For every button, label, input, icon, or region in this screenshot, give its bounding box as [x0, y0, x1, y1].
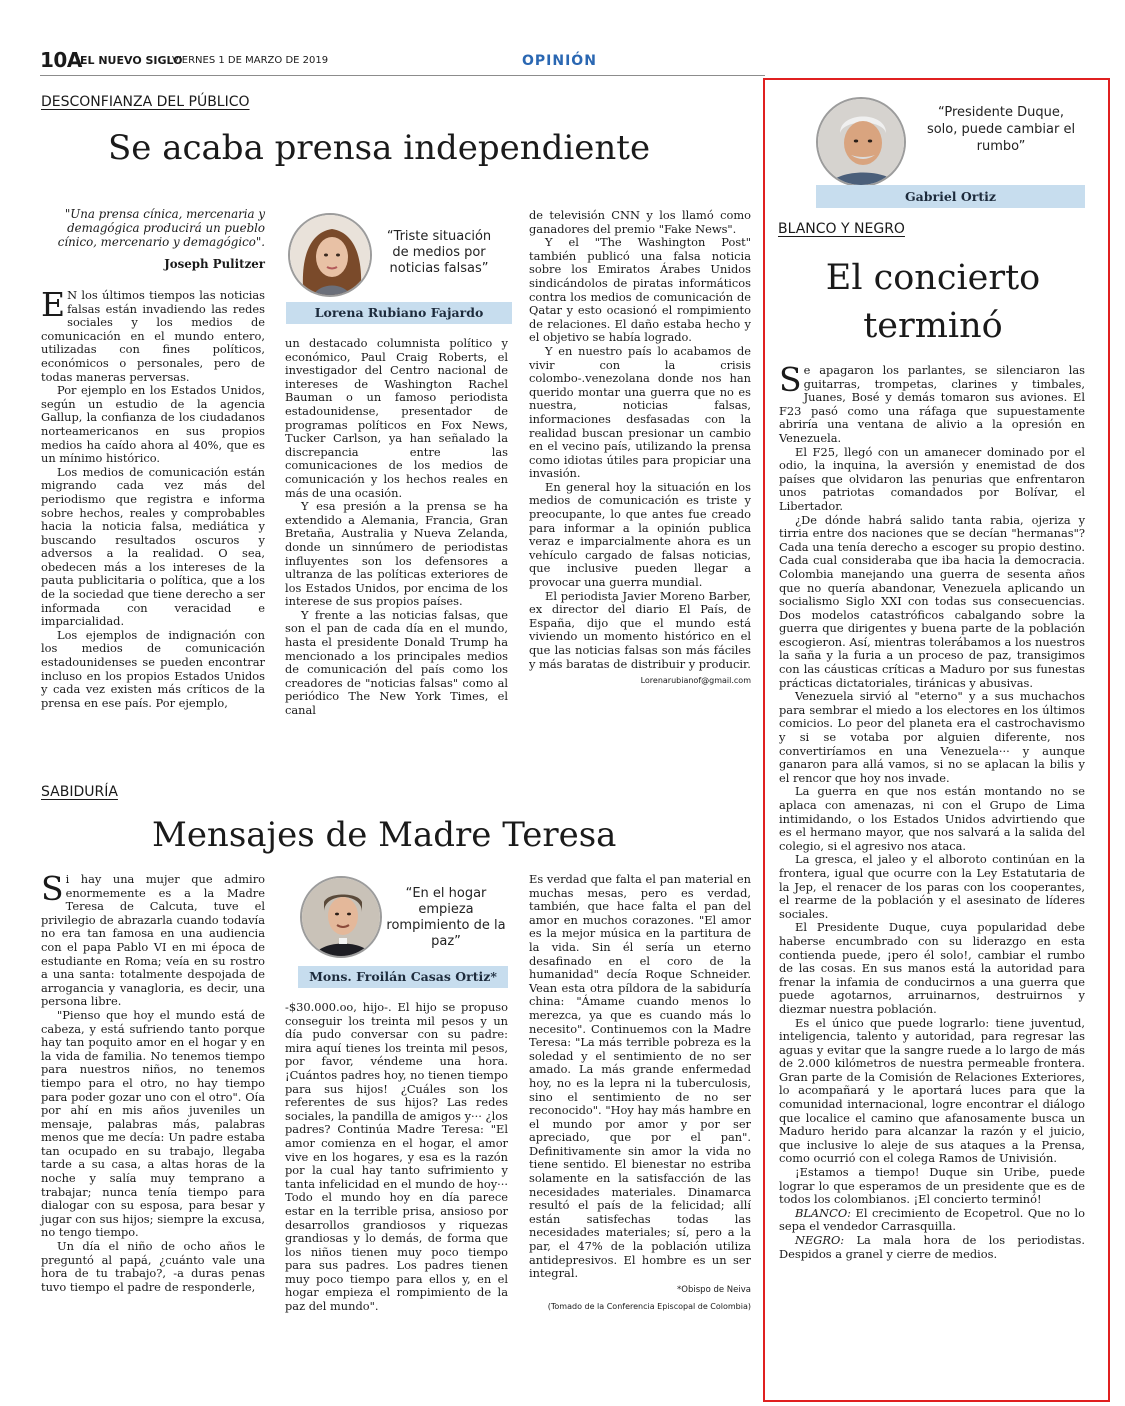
paragraph: e apagaron los parlantes, se silenciaron las guitarras, trompetas, clarines y timbales, Juanes, Bosé y demás tomaron sus aviones. El F23 pasó como una ráfaga que supuestamente abriría una ventana de alivio a la opresión en Venezuela. [779, 363, 1085, 445]
paper-name: EL NUEVO SIGLO [80, 54, 183, 67]
paragraph: Venezuela sirvió al "eterno" y a sus muchachos para sembrar el miedo a los electores en los últimos comicios. Lo peor del planeta era el castrochavismo y si se votaba por alguien diferente, nos convertiríamos en una Venezuela··· y aunque ganaron para allá vamos, si no se aplacan la bilis y el rencor que hoy nos invade. [779, 689, 1085, 785]
paragraph: ¿De dónde habrá salido tanta rabia, ojeriza y tirria entre dos naciones que se decían "hermanas"? Cada una tenía derecho a escoger su propio destino. Cada cual consideraba que iba hacia la democracia. Colombia manejando una guerra de sesenta años que no quería abandonar, Venezuela aplicando un socialismo Siglo XXI con todas sus consecuencias. Dos modelos catastróficos cabalgando sobre la guerra que dirigentes y buena parte de la población escogieron. Así, mientras tolerábamos a los nuestros la saña y la furia a un proceso de paz, transigimos con las cáusticas críticas a Maduro por sus funestas prácticas dictatoriales, tiránicas y abusivas. [779, 512, 1085, 690]
author-email: Lorenarubianof@gmail.com [640, 676, 751, 686]
article3-headline [778, 254, 1088, 350]
masthead [40, 48, 1090, 76]
source-note: (Tomado de la Conferencia Episcopal de Colombia) [547, 1302, 751, 1312]
article3-author-name: Gabriel Ortiz [816, 185, 1085, 208]
blanco-label: BLANCO: [795, 1205, 852, 1220]
paragraph: Y frente a las noticias falsas, que son el pan de cada día en el mundo, hasta el presidente Donald Trump ha mencionado a los principales medios de comunicación del país como los creadores de "noticias falsas" como al periódico The New York Times, el canal [285, 607, 508, 718]
paragraph: El F25, llegó con un amanecer dominado por el odio, la inquina, la aversión y enemistad de dos países que olvidaron las penurias que enfrentaron unos patriotas comandados por Bolívar, el Libertador. [779, 444, 1085, 513]
paragraph: un destacado columnista político y económico, Paul Craig Roberts, el investigador del Centro nacional de intereses de Washington Rachel Bauman o un famoso periodista estadounidense, presentador de programas políticos en Fox News, Tucker Carlson, ya han señalado la discrepancia entre las comunicaciones de los medios de comunicación y los hechos reales en más de una ocasión. [285, 336, 508, 500]
negro-text: La mala hora de los periodistas. Despidos a granel y cierre de medios. [779, 1233, 1085, 1261]
blanco-text: El crecimiento de Ecopetrol. Que no lo sepa el vendedor Carrasquilla. [779, 1205, 1085, 1234]
paragraph: Un día el niño de ocho años le preguntó al papá, ¿cuánto vale una hora de tu trabajo?, -a duras penas tuvo tiempo el padre de responderle, [41, 1239, 265, 1294]
article1-epigraph: "Una prensa cínica, mercenaria y demagógica producirá un pueblo cínico, mercenario y demagógico". [57, 207, 265, 249]
blanco-note [779, 1207, 1085, 1234]
article3-pull-quote: “Presidente Duque, solo, puede cambiar el rumbo” [926, 105, 1076, 154]
paragraph: i hay una mujer que admiro enormemente es a la Madre Teresa de Calcuta, tuve el privilegio de abrazarla cuando todavía no era tan famosa en una audiencia con el papa Pablo VI en mi época de estudiante en Roma; veía en su rostro a una santa: totalmente despojada de arrogancia y vanagloria, es decir, una persona libre. [41, 872, 265, 1009]
footnote: *Obispo de Neiva [677, 1284, 751, 1295]
paragraph: La guerra en que nos están montando no se aplaca con amenazas, ni con el Grupo de Lima intimidando, o los Estados Unidos advirtiendo que es el hermano mayor, que nos salvará a la salida del colegio, si el agresivo nos ataca. [779, 784, 1085, 853]
section-title: OPINIÓN [522, 53, 597, 69]
paragraph: El Presidente Duque, cuya popularidad debe haberse encumbrado con su liderazgo en esta contienda puede, ¡pero él solo!, cambiar el rumbo de las cosas. En sus manos está la autoridad para frenar la infamia de conducirnos a una guerra que puede agotarnos, arruinarnos, destruirnos y diezmar nuestra población. [779, 920, 1085, 1016]
article2-headline: Mensajes de Madre Teresa [152, 815, 617, 855]
article1-kicker: DESCONFIANZA DEL PÚBLICO [41, 94, 250, 110]
masthead-rule [40, 75, 765, 76]
paragraph: La gresca, el jaleo y el alboroto continúan en la frontera, igual que ocurre con la Ley Estatutaria de la Jep, el renacer de los paras con los cooperantes, el rearme de la población y el asesinato de líderes sociales. [779, 852, 1085, 921]
paragraph: de televisión CNN y los llamó como ganadores del premio "Fake News". [529, 208, 751, 236]
article1-epigraph-author: Joseph Pulitzer [164, 257, 265, 271]
article1-pull-quote: “Triste situación de medios por noticias falsas” [386, 229, 492, 276]
dropcap: S [779, 360, 802, 399]
paragraph: N los últimos tiempos las noticias falsas están invadiendo las redes sociales y los medios de comunicación en el mundo entero, utilizadas con fines políticos, económicos o personales, pero de todas maneras perversas. [41, 288, 265, 384]
paragraph: -$30.000.oo, hijo-. El hijo se propuso conseguir los treinta mil pesos y un día pudo conversar con su padre: mira aquí tienes los treinta mil pesos, por favor, véndeme una hora. ¡Cuántos padres hoy, no tienen tiempo para sus hijos! ¿Cuáles son los referentes de sus hijos? Las redes sociales, la pandilla de amigos y··· ¿los padres? Continúa Madre Teresa: "El amor comienza en el hogar, el amor vive en los hogares, y esa es la razón por la cual hay tanto sufrimiento y tanta infelicidad en el mundo de hoy··· Todo el mundo hoy en día parece estar en la terrible prisa, ansioso por desarrollos grandiosos y riquezas grandiosas y lo demás, de forma que los niños tienen muy poco tiempo para sus padres. Los padres tienen muy poco tiempo para ellos y, en el hogar empieza el rompimiento de la paz del mundo". [285, 1000, 508, 1314]
article3-body [779, 360, 1085, 1261]
article3-kicker: BLANCO Y NEGRO [778, 221, 905, 237]
paragraph: Y esa presión a la prensa se ha extendido a Alemania, Francia, Gran Bretaña, Australia y Nueva Zelanda, donde un sinnúmero de periodistas influyentes son los defensores a ultranza de las políticas exteriores de los Estados Unidos, por encima de los interese de sus propios países. [285, 499, 508, 609]
paragraph: El periodista Javier Moreno Barber, ex director del diario El País, de España, dijo que el mundo está viviendo un momento histórico en el que las noticias falsas son más fáciles y más baratas de distribuir y producir. [529, 588, 751, 671]
paragraph: Es el único que puede lograrlo: tiene juventud, inteligencia, talento y autoridad, para regresar las aguas y evitar que la sangre ruede a lo largo de más de 2.000 kilómetros de nuestra permeable frontera. Gran parte de la Comisión de Relaciones Exteriores, lo acompañará y le aportará luces para que la comunidad internacional, logre encontrar el diálogo que localice el camino que afanosamente busca un Maduro herido para alcanzar la razón y el juicio, que inclusive lo aleje de sus ataques a la Prensa, como ocurrió con el colega Ramos de Univisión. [779, 1015, 1085, 1166]
article1-author-card [286, 209, 512, 325]
dropcap: S [41, 869, 64, 908]
article1-author-name: Lorena Rubiano Fajardo [286, 302, 512, 324]
article1-headline: Se acaba prensa independiente [108, 128, 651, 168]
paragraph: En general hoy la situación en los medios de comunicación es triste y preocupante, lo que antes fue creado para informar a la opinión publica veraz e imparcialmente ahora es un vehículo cargado de falsas noticias, que inclusive pueden llegar a provocar una guerra mundial. [529, 479, 751, 590]
paragraph: Y en nuestro país lo acabamos de vivir con la crisis colombo-.venezolana donde nos han querido montar una guerra que no es nuestra, noticias falsas, informaciones desfasadas con la realidad buscan presionar un cambio en el vecino país, utilizando la prensa como idiotas útiles para propiciar una invasión. [529, 343, 751, 481]
paragraph: Por ejemplo en los Estados Unidos, según un estudio de la agencia Gallup, la confianza de los ciudadanos norteamericanos en sus propios medios ha caído ahora al 40%, que es un mínimo histórico. [41, 383, 265, 466]
article2-author-card [298, 872, 508, 988]
paragraph: Los medios de comunicación están migrando cada vez más del periodismo que registra e informa sobre hechos, reales y comprobables hacia la noticia falsa, mediática y buscando resultados oscuros y adversos a la realidad. O sea, obedecen más a los intereses de la pauta publicitaria o política, que a los de la sociedad que tiene derecho a ser informada con veracidad e imparcialidad. [41, 464, 265, 629]
article3-author-card [788, 94, 1085, 208]
negro-note [779, 1234, 1085, 1261]
article2-column-3 [529, 873, 751, 1314]
article1-column-1 [41, 285, 265, 710]
paragraph: Y el "The Washington Post" también publicó una falsa noticia sobre los Emiratos Árabes Unidos sindicándolos de piratas informáticos contra los medios de comunicación de Qatar y esto ocasionó el rompimiento de relaciones. El daño estaba hecho y el objetivo se había logrado. [529, 235, 751, 345]
author-photo [288, 213, 372, 297]
paragraph: ¡Estamos a tiempo! Duque sin Uribe, puede lograr lo que esperamos de un presidente que es de todos los colombianos. ¡El concierto terminó! [779, 1165, 1085, 1207]
article2-kicker: SABIDURÍA [41, 784, 118, 800]
article1-column-2 [285, 337, 508, 718]
article1-column-3 [529, 209, 751, 688]
dropcap: E [41, 285, 66, 324]
paragraph: Los ejemplos de indignación con los medios de comunicación estadounidenses se pueden encontrar incluso en los propios Estados Unidos y cada vez existen más críticos de la prensa en ese país. Por ejemplo, [41, 627, 265, 710]
author-photo [300, 876, 382, 958]
issue-date: VIERNES 1 DE MARZO DE 2019 [172, 55, 329, 66]
author-photo [816, 97, 906, 187]
article2-pull-quote: “En el hogar empieza rompimiento de la paz” [386, 886, 506, 949]
article2-column-1 [41, 869, 265, 1294]
headline-line: El concierto [825, 258, 1041, 298]
paragraph: "Pienso que hoy el mundo está de cabeza, y está sufriendo tanto porque hay tan poquito amor en el hogar y en la vida de familia. No tenemos tiempo para nuestros niños, no tenemos tiempo para el otro, no hay tiempo para poder gozar uno con el otro". Oía por ahí en mis años juveniles un mensaje, palabras más, palabras menos que me decía: Un padre estaba tan ocupado en su trabajo, llegaba tarde a su casa, a altas horas de la noche y salía muy temprano a trabajar; nunca tenía tiempo para dialogar con su esposa, para besar y jugar con sus hijos; siempre la excusa, no tengo tiempo. [41, 1007, 265, 1240]
page-number: 10A [40, 48, 82, 72]
headline-line: terminó [863, 306, 1003, 346]
negro-label: NEGRO: [795, 1233, 845, 1247]
article2-column-2 [285, 1001, 508, 1314]
paragraph: Es verdad que falta el pan material en muchas mesas, pero es verdad, también, que hace falta el pan del amor en muchos corazones. "El amor es la mejor música en la partitura de la vida. Sin él sería un eterno desafinado en el coro de la humanidad" decía Roque Schneider. Vean esta otra píldora de la sabiduría china: "Ámame cuando menos lo merezca, ya que es cuando más lo necesito". Continuemos con la Madre Teresa: "La más terrible pobreza es la soledad y el sentimiento de no ser amado. La más grande enfermedad hoy, no es la lepra ni la tuberculosis, sino el sentimiento de no ser reconocido". "Hoy hay más hambre en el mundo por amor y por ser apreciado, que por el pan". Definitivamente sin amor la vida no tiene sentido. El bienestar no estriba solamente en la satisfacción de las necesidades materiales. Dinamarca resultó el país de la felicidad; allí están satisfechas todas las necesidades materiales; sí, pero a la par, el 47% de la población utiliza antidepresivos. El hombre es un ser integral. [529, 872, 751, 1281]
article2-author-name: Mons. Froilán Casas Ortiz* [298, 966, 508, 988]
